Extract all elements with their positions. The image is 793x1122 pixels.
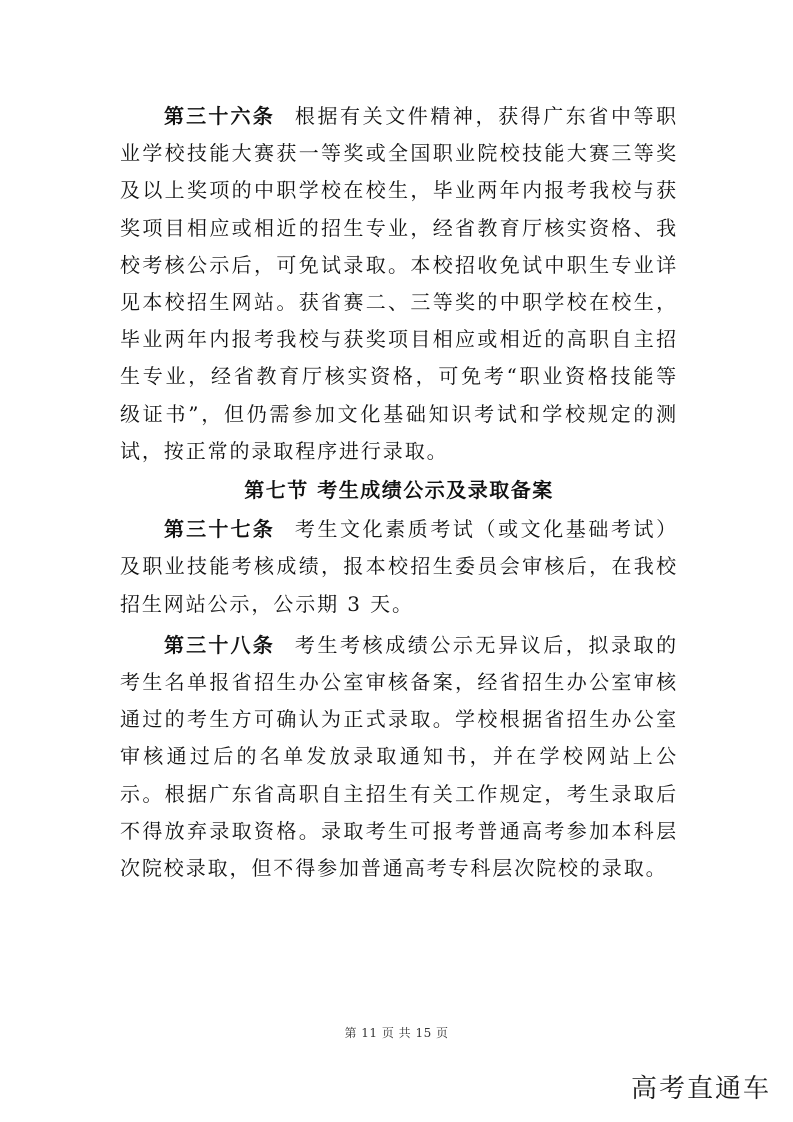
article-38-paragraph: [120, 627, 678, 887]
article-38-number: 第三十八条: [164, 632, 275, 657]
section-title: 第七节 考生成绩公示及录取备案: [244, 478, 554, 503]
article-38-text: 考生考核成绩公示无异议后，拟录取的考生名单报省招生办公室审核备案，经省招生办公室审核通过的考生方可确认为正式录取。学校根据省招生办公室审核通过后的名单发放录取通知书，并在学校网站上公示。根据广东省高职自主招生有关工作规定，考生录取后不得放弃录取资格。录取考生可报考普通高考参加本科层次院校录取，但不得参加普通高考专科层次院校的录取。: [120, 632, 678, 881]
article-37-paragraph: [120, 511, 678, 623]
document-body: [120, 98, 678, 887]
article-36-number: 第三十六条: [164, 104, 275, 128]
article-37-number: 第三十七条: [164, 517, 275, 542]
article-36-text: 根据有关文件精神，获得广东省中等职业学校技能大赛获一等奖或全国职业院校技能大赛三等奖及以上奖项的中职学校在校生，毕业两年内报考我校与获奖项目相应或相近的招生专业，经省教育厅核实资格、我校考核公示后，可免试录取。本校招收免试中职生专业详见本校招生网站。获省赛二、三等奖的中职学校在校生，毕业两年内报考我校与获奖项目相应或相近的高职自主招生专业，经省教育厅核实资格，可免考“职业资格技能等级证书”，但仍需参加文化基础知识考试和学校规定的测试，按正常的录取程序进行录取。: [120, 104, 678, 463]
article-36-paragraph: [120, 98, 678, 470]
page-number-footer: 第 11 页 共 15 页: [344, 1026, 449, 1040]
article-37-text: 考生文化素质考试（或文化基础考试）及职业技能考核成绩，报本校招生委员会审核后，在我校招生网站公示，公示期 3 天。: [120, 517, 678, 616]
watermark-logo: 高考直通车: [630, 1074, 771, 1104]
